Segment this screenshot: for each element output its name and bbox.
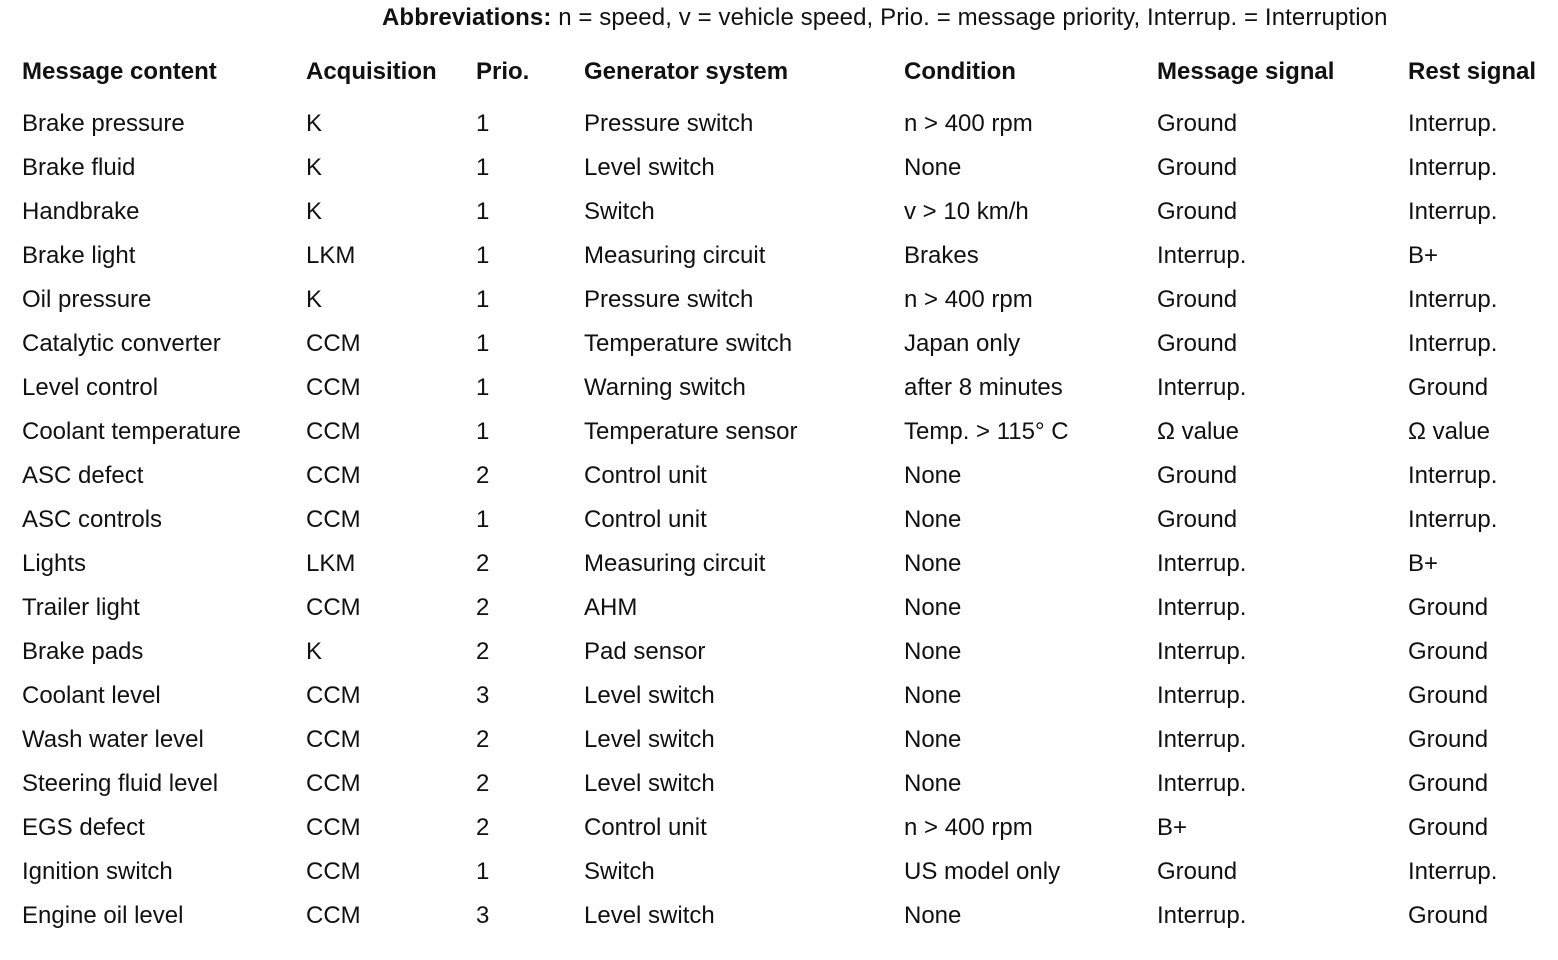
cell-message-signal: Interrup. [1157, 726, 1247, 753]
cell-generator-system: Level switch [584, 770, 715, 797]
cell-message-content: Brake pressure [22, 110, 185, 137]
cell-generator-system: Measuring circuit [584, 242, 766, 269]
cell-rest-signal: Interrup. [1408, 154, 1498, 181]
cell-message-signal: Ground [1157, 858, 1238, 885]
cell-rest-signal: Interrup. [1408, 858, 1498, 885]
cell-message-content: Brake fluid [22, 154, 136, 181]
cell-message-signal: Ground [1157, 462, 1238, 489]
abbreviations-text: n = speed, v = vehicle speed, Prio. = message priority, Interrup. = Interruption [551, 4, 1388, 31]
cell-prio: 2 [476, 770, 490, 797]
table-row [0, 674, 1558, 718]
cell-rest-signal: Ground [1408, 814, 1489, 841]
cell-condition: None [904, 550, 962, 577]
cell-rest-signal: Interrup. [1408, 198, 1498, 225]
cell-rest-signal: Ω value [1408, 418, 1490, 445]
cell-prio: 1 [476, 110, 490, 137]
cell-rest-signal: Ground [1408, 682, 1489, 709]
cell-generator-system: Temperature switch [584, 330, 793, 357]
cell-message-signal: Ground [1157, 154, 1238, 181]
table-row [0, 762, 1558, 806]
cell-generator-system: AHM [584, 594, 638, 621]
cell-condition: None [904, 682, 962, 709]
cell-prio: 2 [476, 726, 490, 753]
cell-message-content: Coolant level [22, 682, 161, 709]
cell-acquisition: K [306, 286, 323, 313]
table-row [0, 366, 1558, 410]
cell-acquisition: LKM [306, 550, 356, 577]
cell-rest-signal: Ground [1408, 374, 1489, 401]
cell-condition: n > 400 rpm [904, 110, 1033, 137]
cell-acquisition: CCM [306, 418, 361, 445]
header-prio: Prio. [476, 58, 530, 85]
cell-rest-signal: Ground [1408, 638, 1489, 665]
cell-generator-system: Measuring circuit [584, 550, 766, 577]
cell-condition: Japan only [904, 330, 1021, 357]
cell-acquisition: CCM [306, 330, 361, 357]
cell-message-signal: Ω value [1157, 418, 1239, 445]
cell-message-content: Lights [22, 550, 87, 577]
cell-message-signal: Interrup. [1157, 550, 1247, 577]
cell-message-signal: Interrup. [1157, 682, 1247, 709]
cell-message-content: Catalytic converter [22, 330, 221, 357]
cell-acquisition: K [306, 110, 323, 137]
cell-generator-system: Temperature sensor [584, 418, 798, 445]
cell-generator-system: Switch [584, 858, 655, 885]
cell-prio: 2 [476, 594, 490, 621]
cell-prio: 1 [476, 242, 490, 269]
cell-message-content: Ignition switch [22, 858, 173, 885]
cell-prio: 3 [476, 682, 490, 709]
cell-generator-system: Level switch [584, 154, 715, 181]
cell-condition: n > 400 rpm [904, 286, 1033, 313]
table-row [0, 718, 1558, 762]
cell-condition: US model only [904, 858, 1061, 885]
cell-message-signal: Interrup. [1157, 374, 1247, 401]
cell-condition: None [904, 638, 962, 665]
cell-rest-signal: Ground [1408, 594, 1489, 621]
cell-message-signal: Ground [1157, 110, 1238, 137]
cell-message-signal: Interrup. [1157, 770, 1247, 797]
abbreviations-line [382, 4, 1388, 32]
cell-rest-signal: Interrup. [1408, 506, 1498, 533]
cell-acquisition: K [306, 154, 323, 181]
cell-message-content: ASC controls [22, 506, 163, 533]
cell-acquisition: CCM [306, 814, 361, 841]
cell-message-signal: Interrup. [1157, 594, 1247, 621]
cell-generator-system: Level switch [584, 902, 715, 929]
cell-generator-system: Control unit [584, 814, 707, 841]
cell-rest-signal: Interrup. [1408, 110, 1498, 137]
table-header-row [0, 56, 1558, 102]
cell-rest-signal: Interrup. [1408, 330, 1498, 357]
cell-acquisition: CCM [306, 594, 361, 621]
cell-prio: 2 [476, 638, 490, 665]
cell-condition: after 8 minutes [904, 374, 1063, 401]
cell-prio: 2 [476, 550, 490, 577]
cell-generator-system: Control unit [584, 462, 707, 489]
cell-message-signal: Interrup. [1157, 638, 1247, 665]
header-rest-signal: Rest signal [1408, 58, 1537, 85]
cell-acquisition: CCM [306, 770, 361, 797]
cell-condition: None [904, 506, 962, 533]
table-row [0, 498, 1558, 542]
cell-condition: None [904, 902, 962, 929]
cell-condition: None [904, 770, 962, 797]
table-row [0, 586, 1558, 630]
cell-prio: 1 [476, 374, 490, 401]
cell-acquisition: CCM [306, 726, 361, 753]
cell-rest-signal: B+ [1408, 550, 1439, 577]
cell-generator-system: Control unit [584, 506, 707, 533]
cell-prio: 1 [476, 506, 490, 533]
cell-message-signal: Ground [1157, 286, 1238, 313]
cell-rest-signal: B+ [1408, 242, 1439, 269]
cell-prio: 2 [476, 462, 490, 489]
cell-message-signal: Ground [1157, 506, 1238, 533]
cell-generator-system: Level switch [584, 682, 715, 709]
table-row [0, 894, 1558, 938]
table-row [0, 234, 1558, 278]
header-condition: Condition [904, 58, 1016, 85]
table-row [0, 278, 1558, 322]
cell-prio: 1 [476, 330, 490, 357]
cell-message-content: Wash water level [22, 726, 204, 753]
cell-generator-system: Warning switch [584, 374, 746, 401]
cell-message-signal: B+ [1157, 814, 1188, 841]
cell-acquisition: CCM [306, 374, 361, 401]
table-row [0, 542, 1558, 586]
cell-message-content: Steering fluid level [22, 770, 219, 797]
cell-message-content: Handbrake [22, 198, 140, 225]
cell-rest-signal: Interrup. [1408, 462, 1498, 489]
cell-message-content: Coolant temperature [22, 418, 241, 445]
cell-message-content: Brake light [22, 242, 136, 269]
cell-message-signal: Interrup. [1157, 242, 1247, 269]
cell-prio: 2 [476, 814, 490, 841]
cell-prio: 3 [476, 902, 490, 929]
cell-generator-system: Level switch [584, 726, 715, 753]
cell-generator-system: Pressure switch [584, 110, 754, 137]
cell-rest-signal: Interrup. [1408, 286, 1498, 313]
table-row [0, 806, 1558, 850]
cell-condition: None [904, 726, 962, 753]
table-row [0, 146, 1558, 190]
header-generator-system: Generator system [584, 58, 789, 85]
header-acquisition: Acquisition [306, 58, 437, 85]
cell-condition: None [904, 594, 962, 621]
cell-message-content: Oil pressure [22, 286, 152, 313]
cell-generator-system: Switch [584, 198, 655, 225]
table-row [0, 454, 1558, 498]
cell-rest-signal: Ground [1408, 726, 1489, 753]
cell-acquisition: CCM [306, 902, 361, 929]
cell-message-content: Brake pads [22, 638, 144, 665]
header-message-content: Message content [22, 58, 217, 85]
cell-prio: 1 [476, 418, 490, 445]
cell-rest-signal: Ground [1408, 770, 1489, 797]
cell-acquisition: CCM [306, 462, 361, 489]
cell-message-content: Engine oil level [22, 902, 184, 929]
table-row [0, 190, 1558, 234]
cell-message-signal: Ground [1157, 198, 1238, 225]
abbreviations-label: Abbreviations: [382, 4, 552, 31]
cell-acquisition: CCM [306, 506, 361, 533]
cell-condition: Brakes [904, 242, 979, 269]
cell-condition: None [904, 462, 962, 489]
message-table [0, 56, 1558, 938]
cell-condition: n > 400 rpm [904, 814, 1033, 841]
cell-generator-system: Pad sensor [584, 638, 706, 665]
cell-condition: v > 10 km/h [904, 198, 1029, 225]
header-message-signal: Message signal [1157, 58, 1335, 85]
cell-condition: None [904, 154, 962, 181]
cell-acquisition: CCM [306, 858, 361, 885]
cell-acquisition: LKM [306, 242, 356, 269]
cell-message-content: ASC defect [22, 462, 144, 489]
table-row [0, 102, 1558, 146]
table-row [0, 630, 1558, 674]
table-row [0, 322, 1558, 366]
cell-message-content: EGS defect [22, 814, 145, 841]
cell-condition: Temp. > 115° C [904, 418, 1069, 445]
table-row [0, 410, 1558, 454]
cell-acquisition: K [306, 638, 323, 665]
cell-prio: 1 [476, 198, 490, 225]
table-row [0, 850, 1558, 894]
cell-rest-signal: Ground [1408, 902, 1489, 929]
cell-message-signal: Ground [1157, 330, 1238, 357]
cell-acquisition: CCM [306, 682, 361, 709]
cell-prio: 1 [476, 858, 490, 885]
cell-acquisition: K [306, 198, 323, 225]
cell-message-signal: Interrup. [1157, 902, 1247, 929]
cell-prio: 1 [476, 154, 490, 181]
cell-message-content: Level control [22, 374, 159, 401]
cell-message-content: Trailer light [22, 594, 140, 621]
cell-prio: 1 [476, 286, 490, 313]
cell-generator-system: Pressure switch [584, 286, 754, 313]
